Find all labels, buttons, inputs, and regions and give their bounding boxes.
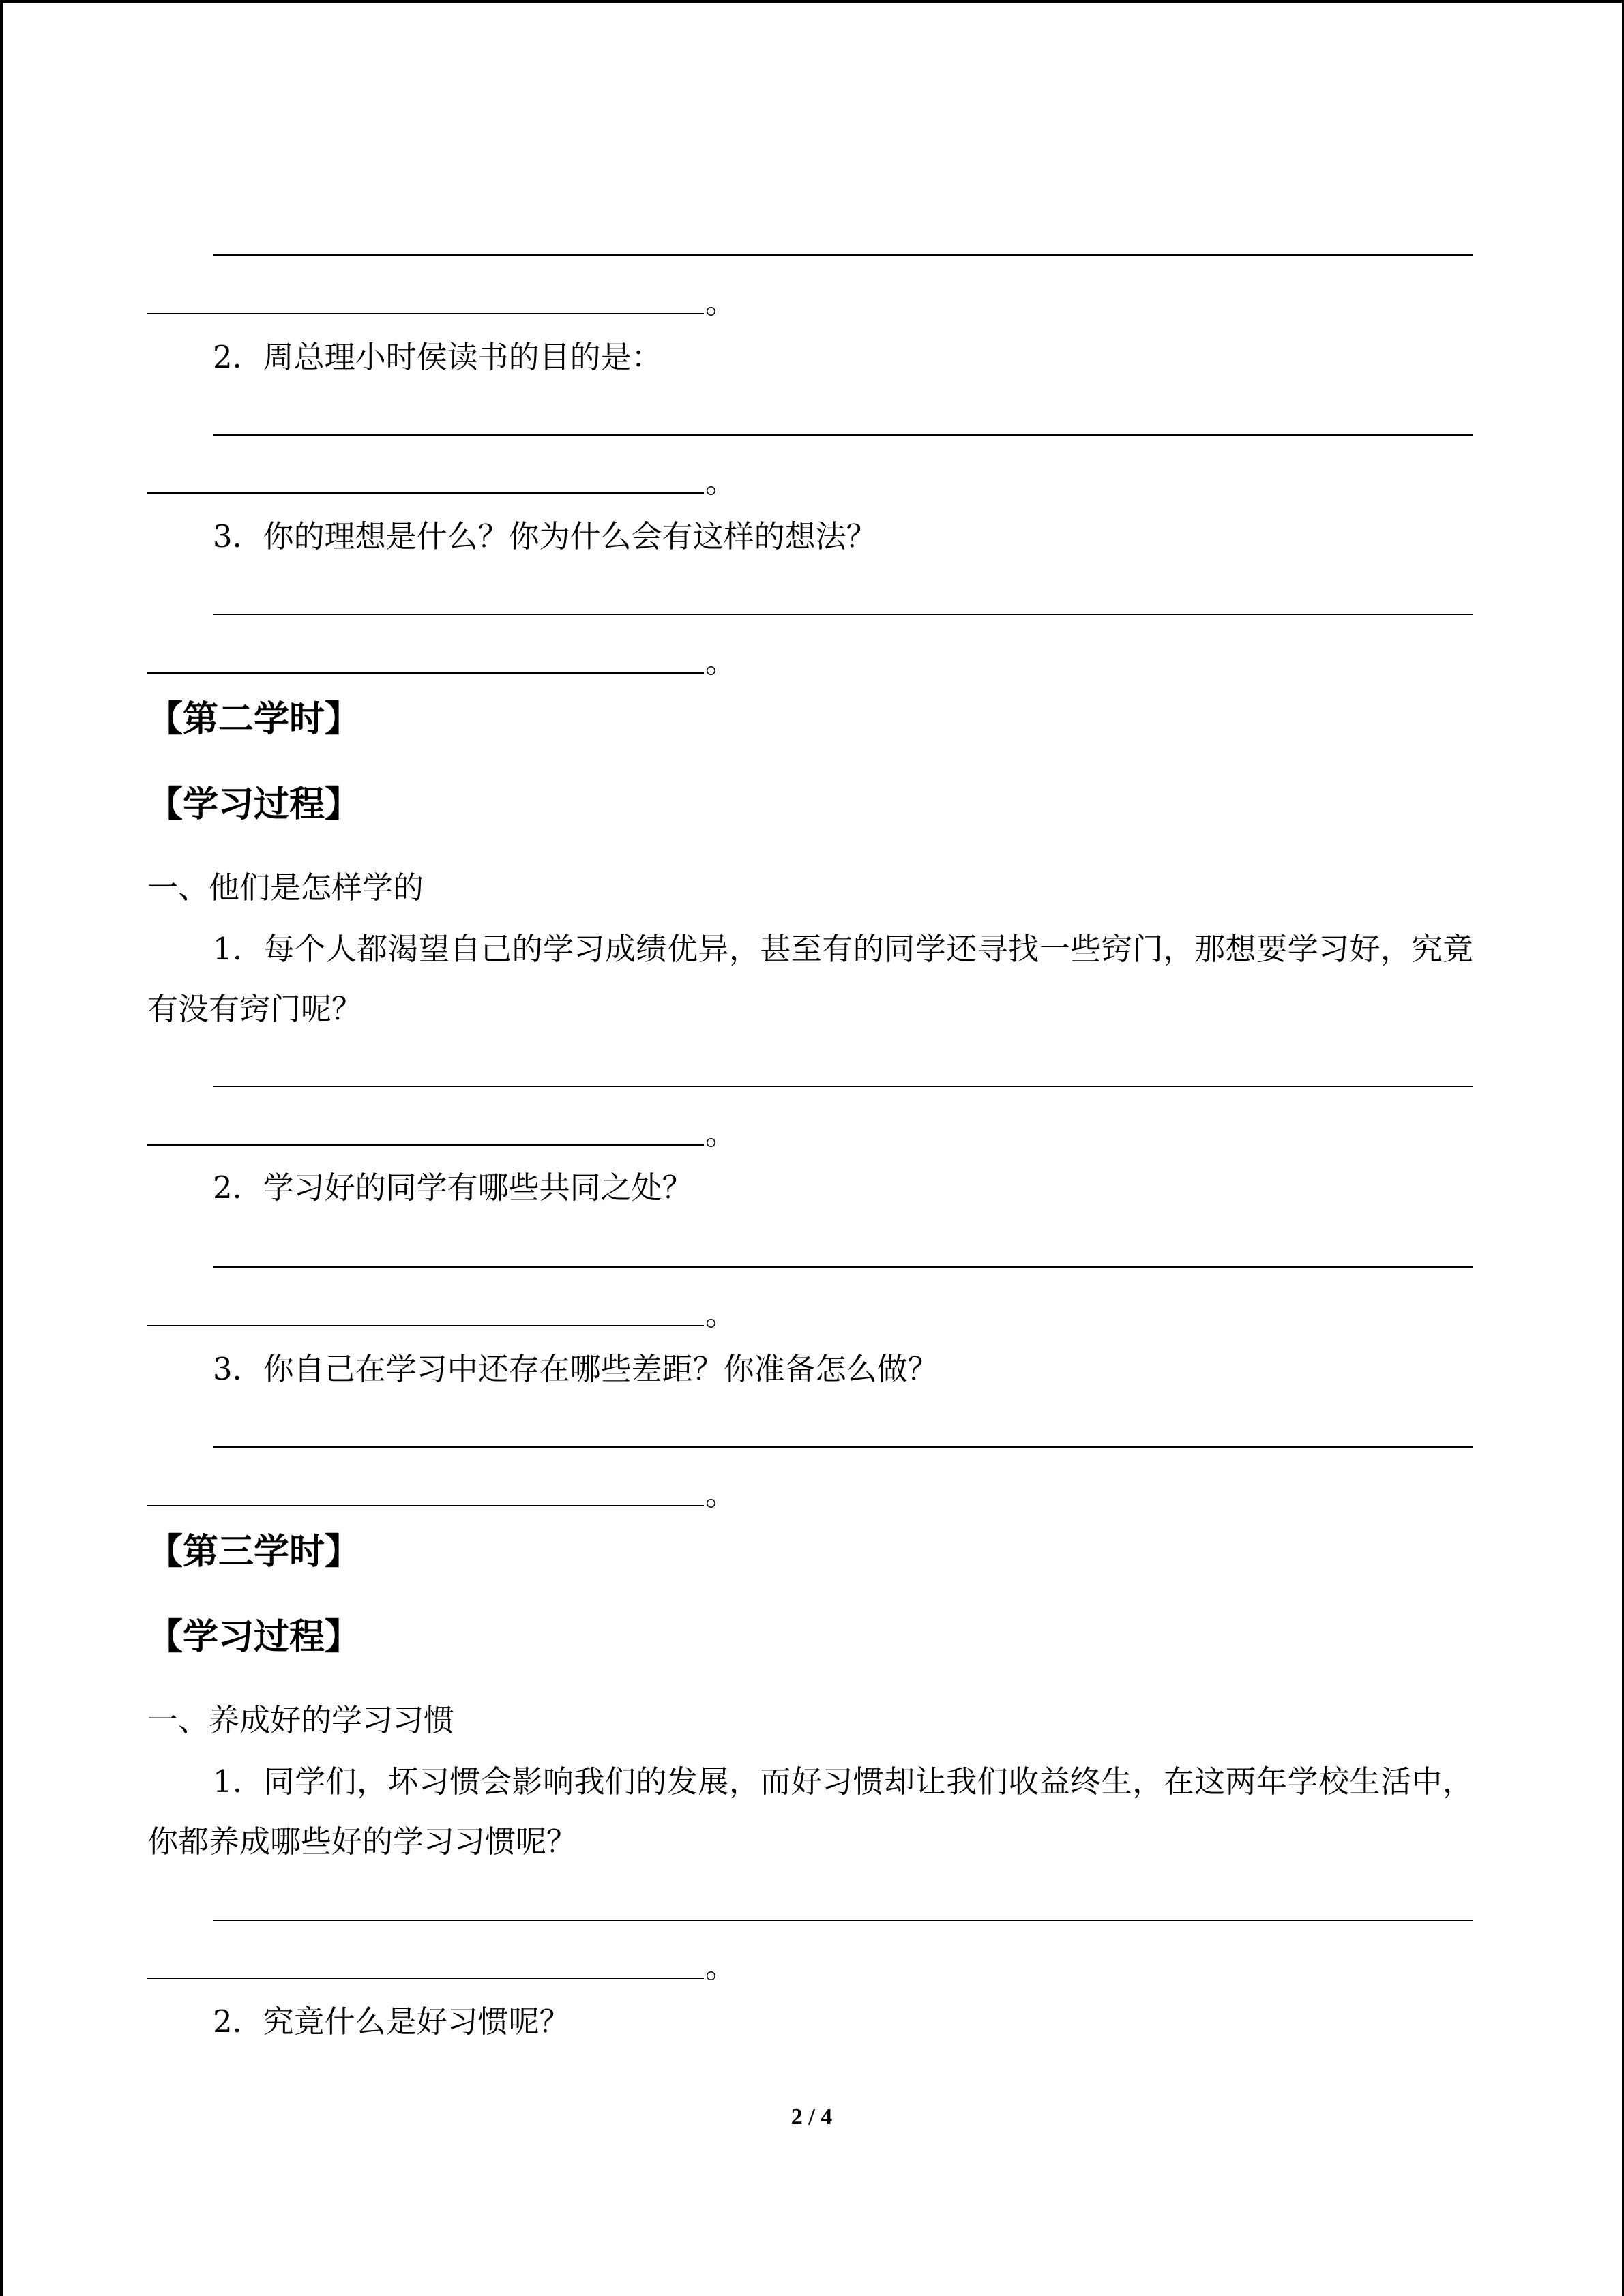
- lesson-2-title: 【第二学时】: [147, 698, 361, 740]
- answer-line[interactable]: [147, 1505, 704, 1506]
- answer-line[interactable]: [147, 1978, 704, 1979]
- answer-period: 。: [705, 284, 737, 320]
- question-2: 2．学习好的同学有哪些共同之处？: [213, 1169, 693, 1206]
- question-1: 1．同学们，坏习惯会影响我们的发展，而好习惯却让我们收益终生，在这两年学校生活中，你都养成哪些好的学习习惯呢？: [147, 1763, 1473, 1860]
- part-heading: 一、养成好的学习习惯: [147, 1702, 455, 1738]
- answer-period: 。: [705, 463, 737, 500]
- answer-line[interactable]: [213, 254, 1473, 256]
- answer-line[interactable]: [213, 1086, 1473, 1087]
- answer-line[interactable]: [147, 1325, 704, 1326]
- question-3: 3．你的理想是什么？你为什么会有这样的想法？: [213, 518, 877, 554]
- learning-process-heading: 【学习过程】: [147, 784, 361, 825]
- page-border-left: [0, 0, 3, 2296]
- answer-line[interactable]: [213, 1920, 1473, 1921]
- part-heading: 一、他们是怎样学的: [147, 869, 424, 906]
- answer-period: 。: [705, 1948, 737, 1985]
- answer-period: 。: [705, 1476, 737, 1512]
- page-border-top: [0, 0, 1624, 3]
- answer-line[interactable]: [147, 672, 704, 674]
- answer-line[interactable]: [213, 434, 1473, 436]
- question-1: 1．每个人都渴望自己的学习成绩优异，甚至有的同学还寻找一些窍门，那想要学习好，究竟有没有窍门呢？: [147, 931, 1473, 1027]
- answer-line[interactable]: [213, 614, 1473, 615]
- answer-line[interactable]: [147, 313, 704, 314]
- answer-period: 。: [705, 1296, 737, 1332]
- answer-period: 。: [705, 643, 737, 680]
- answer-period: 。: [705, 1115, 737, 1152]
- question-3: 3．你自己在学习中还存在哪些差距？你准备怎么做？: [213, 1351, 939, 1387]
- answer-line[interactable]: [147, 492, 704, 494]
- question-2: 2．周总理小时侯读书的目的是：: [213, 339, 662, 375]
- question-2: 2．究竟什么是好习惯呢？: [213, 2003, 570, 2040]
- lesson-3-title: 【第三学时】: [147, 1531, 361, 1572]
- answer-line[interactable]: [147, 1144, 704, 1146]
- answer-line[interactable]: [213, 1266, 1473, 1268]
- learning-process-heading: 【学习过程】: [147, 1616, 361, 1658]
- page-number: 2 / 4: [791, 2104, 833, 2130]
- answer-line[interactable]: [213, 1446, 1473, 1448]
